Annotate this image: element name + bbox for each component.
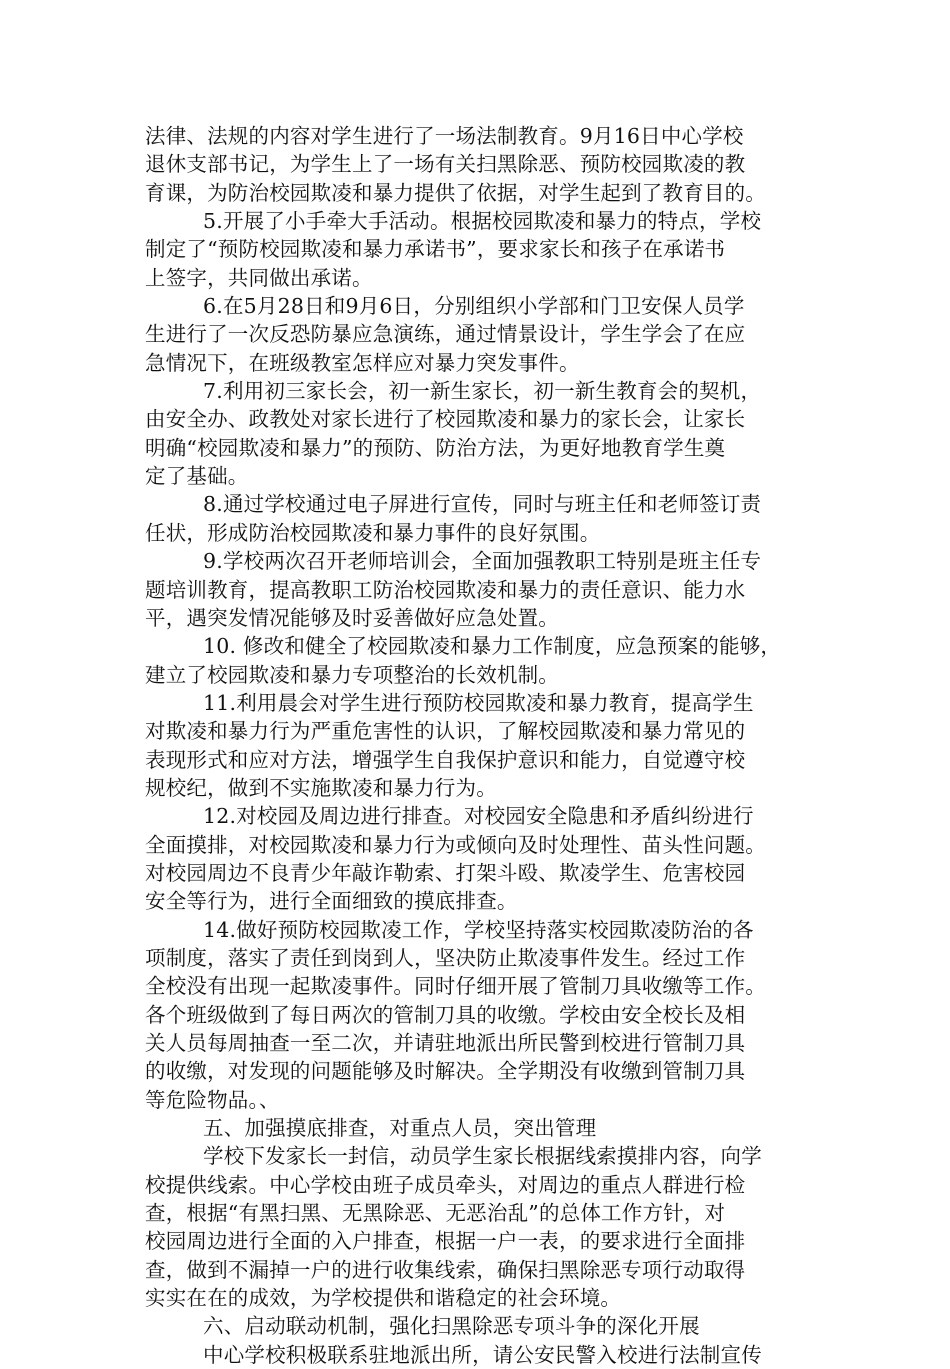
text-line: 退休支部书记，为学生上了一场有关扫黑除恶、预防校园欺凌的教 (145, 152, 746, 177)
text-line: 6.在5月28日和9月6日，分别组织小学部和门卫安保人员学 (203, 294, 745, 319)
text-line: 全面摸排，对校园欺凌和暴力行为或倾向及时处理性、苗头性问题。 (145, 832, 766, 857)
text-line: 12.对校园及周边进行排查。对校园安全隐患和矛盾纠纷进行 (203, 804, 754, 829)
text-line: 查，根据“有黑扫黑、无黑除恶、无恶治乱”的总体工作方针，对 (145, 1201, 726, 1226)
text-line: 的收缴，对发现的问题能够及时解决。全学期没有收缴到管制刀具 (145, 1059, 746, 1084)
text-line: 明确“校园欺凌和暴力”的预防、防治方法，为更好地教育学生奠 (145, 435, 726, 460)
text-line: 平，遇突发情况能够及时妥善做好应急处置。 (145, 605, 559, 630)
text-line: 任状，形成防治校园欺凌和暴力事件的良好氛围。 (145, 520, 601, 545)
text-line: 实实在在的成效，为学校提供和谐稳定的社会环境。 (145, 1286, 622, 1311)
text-line: 由安全办、政教处对家长进行了校园欺凌和暴力的家长会，让家长 (145, 407, 746, 432)
text-line: 11.利用晨会对学生进行预防校园欺凌和暴力教育，提高学生 (203, 690, 754, 715)
text-line: 建立了校园欺凌和暴力专项整治的长效机制。 (145, 662, 559, 687)
text-line: 校提供线索。中心学校由班子成员牵头，对周边的重点人群进行检 (145, 1172, 746, 1197)
text-line: 表现形式和应对方法，增强学生自我保护意识和能力，自觉遵守校 (145, 747, 746, 772)
text-line: 项制度，落实了责任到岗到人，坚决防止欺凌事件发生。经过工作 (145, 945, 746, 970)
text-line: 10. 修改和健全了校园欺凌和暴力工作制度，应急预案的能够， (203, 634, 782, 659)
text-line: 法律、法规的内容对学生进行了一场法制教育。9月16日中心学校 (145, 124, 744, 148)
text-line: 安全等行为，进行全面细致的摸底排查。 (145, 889, 518, 914)
text-line: 上签字，共同做出承诺。 (145, 265, 373, 290)
text-line: 五、加强摸底排查，对重点人员，突出管理 (203, 1116, 597, 1141)
text-line: 全校没有出现一起欺凌事件。同时仔细开展了管制刀具收缴等工作。 (145, 974, 766, 999)
text-line: 14.做好预防校园欺凌工作，学校坚持落实校园欺凌防治的各 (203, 917, 754, 942)
text-line: 学校下发家长一封信，动员学生家长根据线索摸排内容，向学 (203, 1144, 762, 1169)
text-line: 对欺凌和暴力行为严重危害性的认识，了解校园欺凌和暴力常见的 (145, 719, 746, 744)
text-line: 5.开展了小手牵大手活动。根据校园欺凌和暴力的特点，学校 (203, 209, 762, 234)
text-line: 对校园周边不良青少年敲诈勒索、打架斗殴、欺凌学生、危害校园 (145, 860, 746, 885)
text-line: 关人员每周抽查一至二次，并请驻地派出所民警到校进行管制刀具 (145, 1031, 746, 1055)
text-line: 9.学校两次召开老师培训会，全面加强教职工特别是班主任专 (203, 549, 762, 574)
text-line: 急情况下，在班级教室怎样应对暴力突发事件。 (145, 350, 580, 375)
text-line: 各个班级做到了每日两次的管制刀具的收缴。学校由安全校长及相 (145, 1002, 746, 1027)
text-line: 六、启动联动机制，强化扫黑除恶专项斗争的深化开展 (203, 1314, 700, 1339)
text-line: 制定了“预防校园欺凌和暴力承诺书”，要求家长和孩子在承诺书 (145, 237, 726, 262)
text-line: 规校纪，做到不实施欺凌和暴力行为。 (145, 775, 497, 800)
text-line: 7.利用初三家长会，初一新生家长，初一新生教育会的契机， (203, 379, 762, 404)
document-body (145, 122, 807, 1369)
text-line: 等危险物品。、 (145, 1087, 280, 1112)
text-line: 校园周边进行全面的入户排查，根据一户一表，的要求进行全面排 (145, 1229, 746, 1254)
text-line: 中心学校积极联系驻地派出所，请公安民警入校进行法制宣传 (203, 1342, 762, 1367)
text-line: 育课，为防治校园欺凌和暴力提供了依据，对学生起到了教育目的。 (145, 180, 766, 205)
text-line: 生进行了一次反恐防暴应急演练，通过情景设计，学生学会了在应 (145, 322, 746, 347)
text-line: 8.通过学校通过电子屏进行宣传，同时与班主任和老师签订责 (203, 492, 762, 517)
text-line: 定了基础。 (145, 464, 249, 489)
text-line: 查，做到不漏掉一户的进行收集线索，确保扫黑除恶专项行动取得 (145, 1257, 746, 1282)
text-line: 题培训教育，提高教职工防治校园欺凌和暴力的责任意识、能力水 (145, 577, 746, 602)
